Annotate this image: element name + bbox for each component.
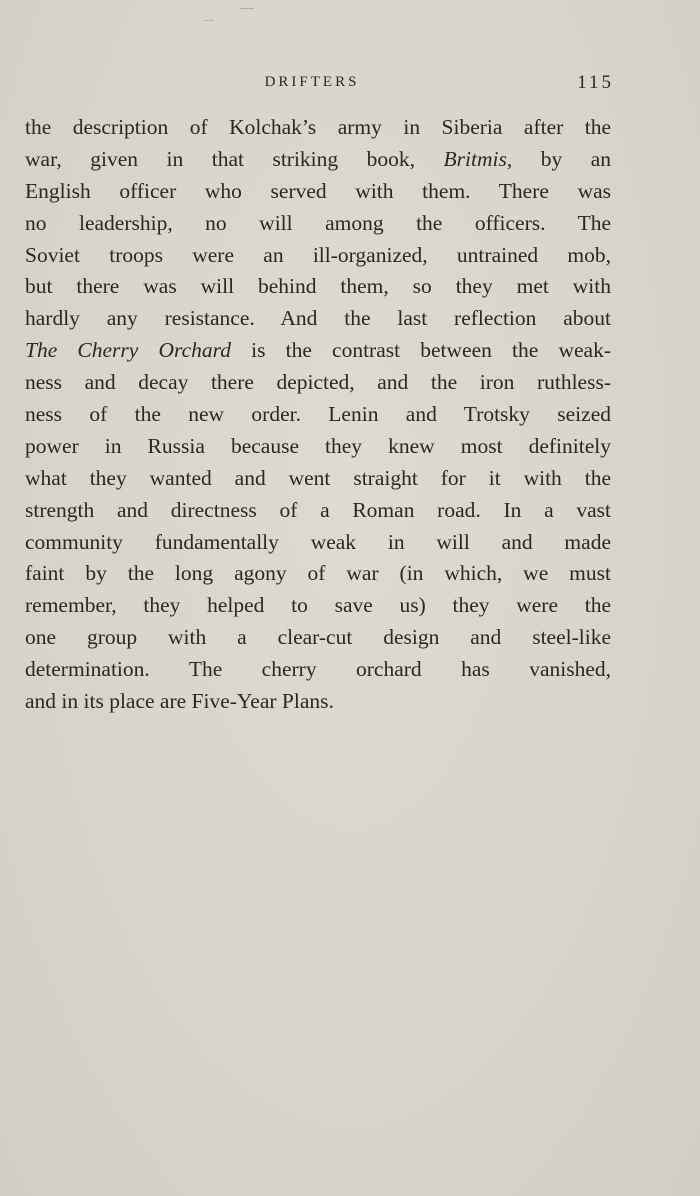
text-run: determination. The cherry orchard has vanished, (25, 657, 611, 682)
running-head (0, 72, 700, 96)
text-run: remember, they helped to save us) they were the (25, 593, 611, 618)
text-run: ness and decay there depicted, and the iron ruthless- (25, 370, 611, 395)
text-line (25, 622, 611, 654)
text-run: community fundamentally weak in will and made (25, 529, 611, 554)
text-run: is the contrast between the weak- (230, 338, 611, 363)
italic-title: The Cherry Orchard (25, 338, 231, 363)
text-run: one group with a clear-cut design and steel-like (25, 625, 611, 650)
text-line (25, 208, 611, 240)
text-run: hardly any resistance. And the last reflection about (25, 306, 611, 331)
text-run: the description of Kolchak’s army in Siberia after the (25, 115, 611, 139)
text-line (25, 495, 611, 527)
text-run: power in Russia because they knew most definitely (25, 433, 611, 458)
page-number: 115 (577, 72, 614, 93)
italic-title: Britmis (443, 146, 507, 171)
text-line (25, 271, 611, 303)
text-line (25, 558, 611, 590)
text-line (25, 240, 611, 272)
text-line (25, 654, 611, 686)
text-run: what they wanted and went straight for it with the (25, 465, 611, 490)
page-speck (240, 8, 254, 9)
text-line (25, 367, 611, 399)
text-run: faint by the long agony of war (in which, we must (25, 561, 611, 586)
text-line (25, 527, 611, 559)
text-run: , by an (506, 146, 611, 171)
body-text (25, 112, 611, 718)
text-line (25, 686, 611, 718)
text-run: war, given in that striking book, (25, 146, 444, 171)
text-line (25, 431, 611, 463)
running-title: DRIFTERS (264, 74, 360, 90)
text-line (25, 463, 611, 495)
text-run: no leadership, no will among the officers. The (25, 210, 611, 235)
text-line (25, 303, 611, 335)
text-line (25, 590, 611, 622)
text-run: and in its place are Five-Year Plans. (25, 689, 334, 714)
text-line (25, 112, 611, 144)
text-line (25, 399, 611, 431)
text-line (25, 144, 611, 176)
text-run: but there was will behind them, so they met with (25, 274, 611, 299)
text-line (25, 335, 611, 367)
text-run: strength and directness of a Roman road. In a vast (25, 497, 611, 522)
text-run: English officer who served with them. There was (25, 178, 611, 203)
page-speck (204, 20, 214, 21)
text-run: ness of the new order. Lenin and Trotsky seized (25, 402, 611, 427)
text-run: Soviet troops were an ill-organized, untrained mob, (25, 242, 611, 267)
text-line (25, 176, 611, 208)
